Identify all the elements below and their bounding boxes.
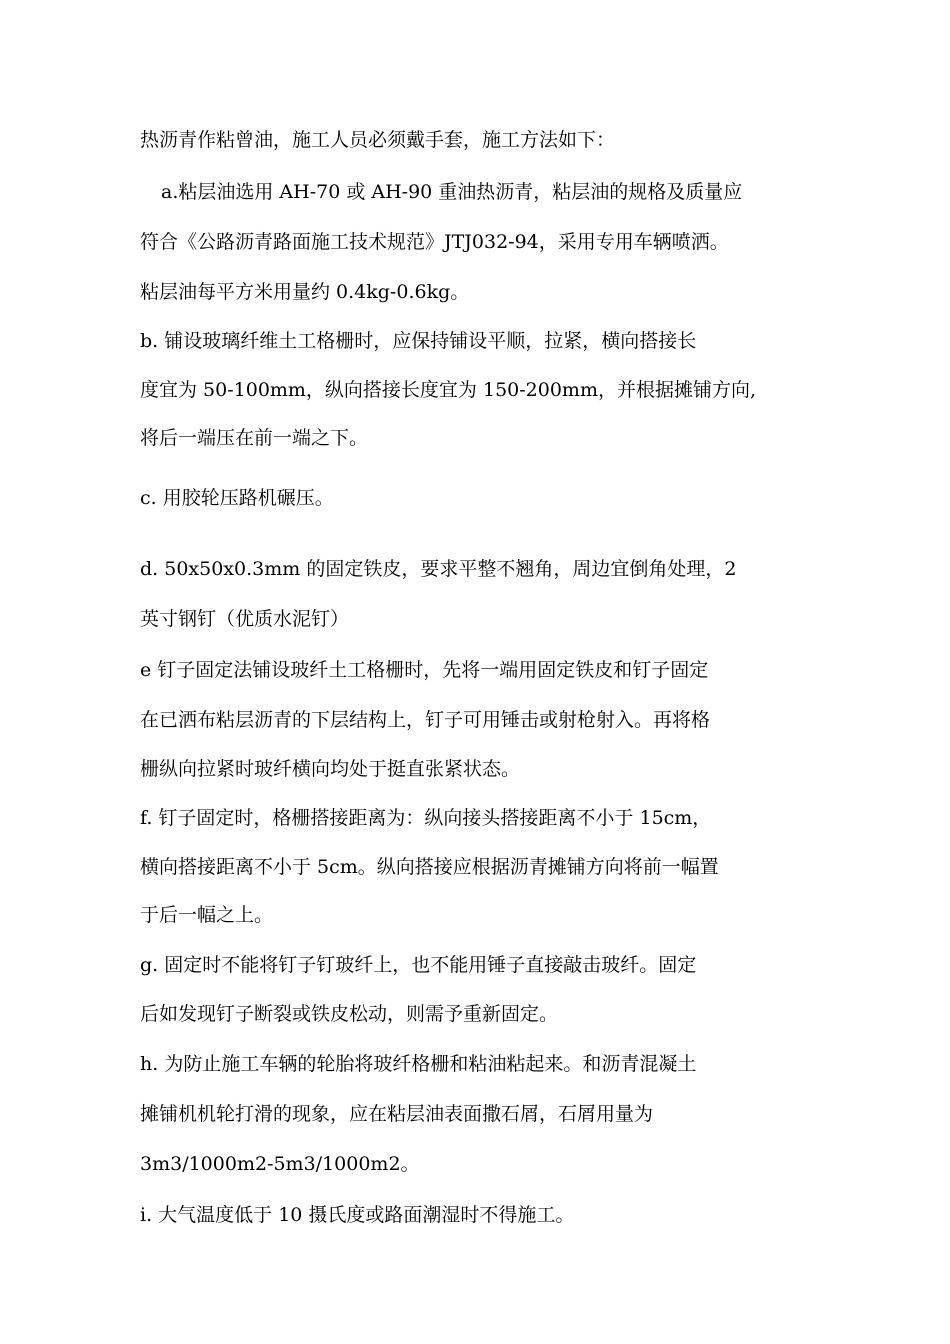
paragraph-line: 横向搭接距离不小于 5cm。纵向搭接应根据沥青摊铺方向将前一幅置 (140, 856, 719, 878)
paragraph-line: 后如发现钉子断裂或铁皮松动，则需予重新固定。 (140, 1003, 559, 1025)
paragraph-line: 于后一幅之上。 (140, 904, 274, 926)
paragraph-line: 3m3/1000m2-5m3/1000m2。 (140, 1153, 420, 1175)
paragraph-line: f. 钉子固定时，格栅搭接距离为：纵向接头搭接距离不小于 15cm， (140, 807, 712, 829)
paragraph-line: d. 50x50x0.3mm 的固定铁皮，要求平整不翘角，周边宜倒角处理，2 (140, 558, 737, 580)
paragraph-line: 英寸钢钉（优质水泥钉） (140, 608, 350, 630)
paragraph-line: g. 固定时不能将钉子钉玻纤上，也不能用锤子直接敲击玻纤。固定 (140, 954, 697, 976)
paragraph-line: 符合《公路沥青路面施工技术规范》JTJ032-94，采用专用车辆喷洒。 (140, 231, 729, 253)
paragraph-line: i. 大气温度低于 10 摄氏度或路面潮湿时不得施工。 (140, 1204, 575, 1226)
paragraph-line: 摊铺机机轮打滑的现象，应在粘层油表面撒石屑，石屑用量为 (140, 1103, 654, 1125)
paragraph-line: h. 为防止施工车辆的轮胎将玻纤格栅和粘油粘起来。和沥青混凝土 (140, 1053, 697, 1075)
paragraph-line: a.粘层油选用 AH-70 或 AH-90 重油热沥青，粘层油的规格及质量应 (161, 181, 743, 203)
paragraph-line: 度宜为 50-100mm，纵向搭接长度宜为 150-200mm，并根据摊铺方向, (140, 379, 756, 401)
paragraph-line: 将后一端压在前一端之下。 (140, 427, 369, 449)
paragraph-line: 热沥青作粘曾油，施工人员必须戴手套，施工方法如下： (140, 129, 616, 151)
paragraph-line: 栅纵向拉紧时玻纤横向均处于挺直张紧状态。 (140, 758, 521, 780)
paragraph-line: 在已洒布粘层沥青的下层结构上，钉子可用锤击或射枪射入。再将格 (140, 709, 711, 731)
paragraph-line: c. 用胶轮压路机碾压。 (140, 487, 334, 509)
paragraph-line: e 钉子固定法铺设玻纤土工格栅时，先将一端用固定铁皮和钉子固定 (140, 659, 709, 681)
paragraph-line: 粘层油每平方米用量约 0.4kg-0.6kg。 (140, 281, 470, 303)
paragraph-line: b. 铺设玻璃纤维土工格栅时，应保持铺设平顺，拉紧，横向搭接长 (140, 330, 697, 352)
